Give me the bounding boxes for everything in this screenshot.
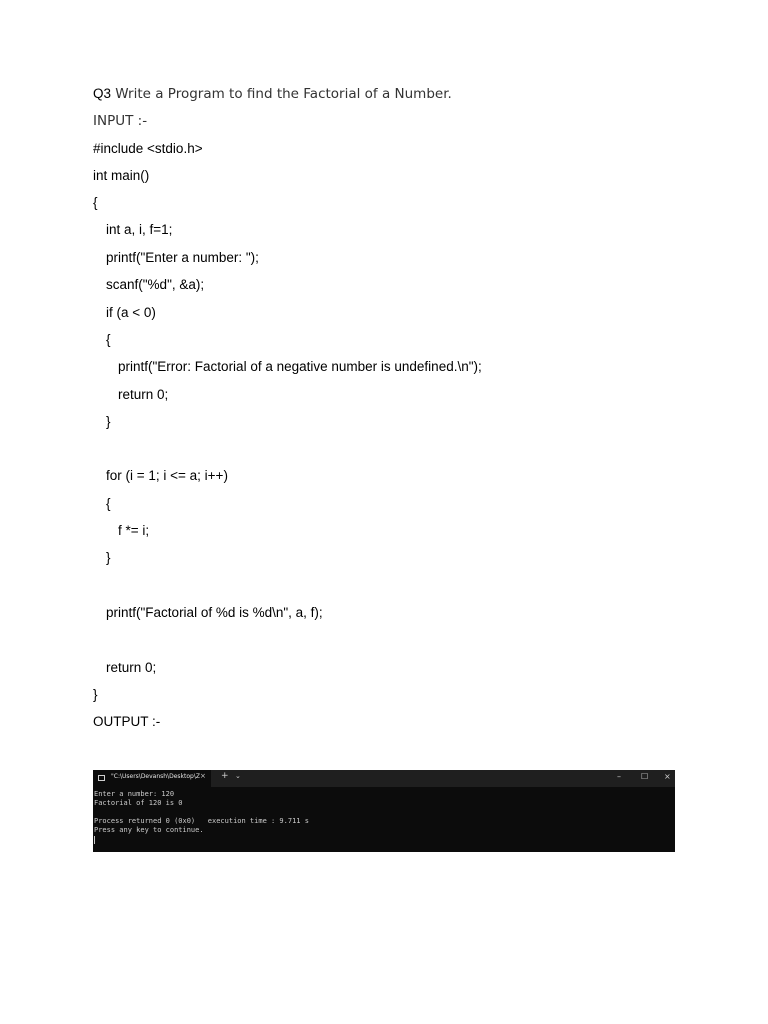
console-screenshot <box>93 770 675 852</box>
question-number: Q3 <box>93 86 112 101</box>
maximize-icon: ☐ <box>641 772 649 781</box>
code-line-if: if (a < 0) <box>106 305 156 320</box>
code-line-multiply: f *= i; <box>118 523 150 538</box>
code-line-scanf: scanf("%d", &a); <box>106 277 205 292</box>
code-line-open-brace: { <box>93 195 98 210</box>
code-line-main: int main() <box>93 168 150 183</box>
console-output: Enter a number: 120 Factorial of 120 is 0 Process returned 0 (0x0) execution time : 9.711 s Press any key to continue. <box>94 790 309 834</box>
code-line-result-print: printf("Factorial of %d is %d\n", a, f); <box>106 605 323 620</box>
console-tab <box>93 770 211 787</box>
code-line-for-open: { <box>106 496 111 511</box>
minimize-icon: – <box>617 772 621 781</box>
code-line-error-print: printf("Error: Factorial of a negative number is undefined.\n"); <box>118 359 482 374</box>
code-line-if-close: } <box>106 414 111 429</box>
input-label: INPUT :- <box>93 113 148 129</box>
console-cursor <box>94 836 95 844</box>
code-line-return-error: return 0; <box>118 387 169 402</box>
code-line-if-open: { <box>106 332 111 347</box>
code-line-return: return 0; <box>106 660 157 675</box>
code-line-include: #include <stdio.h> <box>93 141 203 156</box>
code-line-for: for (i = 1; i <= a; i++) <box>106 468 228 483</box>
output-label: OUTPUT :- <box>93 714 161 729</box>
console-tab-title: "C:\Users\Devansh\Desktop\Z <box>111 773 200 780</box>
code-line-prompt: printf("Enter a number: "); <box>106 250 259 265</box>
chevron-down-icon: ⌄ <box>235 772 241 780</box>
terminal-icon <box>98 775 105 781</box>
close-icon: × <box>200 772 206 780</box>
code-line-declare: int a, i, f=1; <box>106 222 173 237</box>
plus-icon: + <box>221 771 229 781</box>
code-line-for-close: } <box>106 550 111 565</box>
window-close-icon: × <box>664 772 671 781</box>
code-line-close-brace: } <box>93 687 98 702</box>
question-text: Write a Program to find the Factorial of a Number. <box>111 86 452 102</box>
console-titlebar <box>93 770 675 787</box>
question-heading <box>93 86 452 102</box>
